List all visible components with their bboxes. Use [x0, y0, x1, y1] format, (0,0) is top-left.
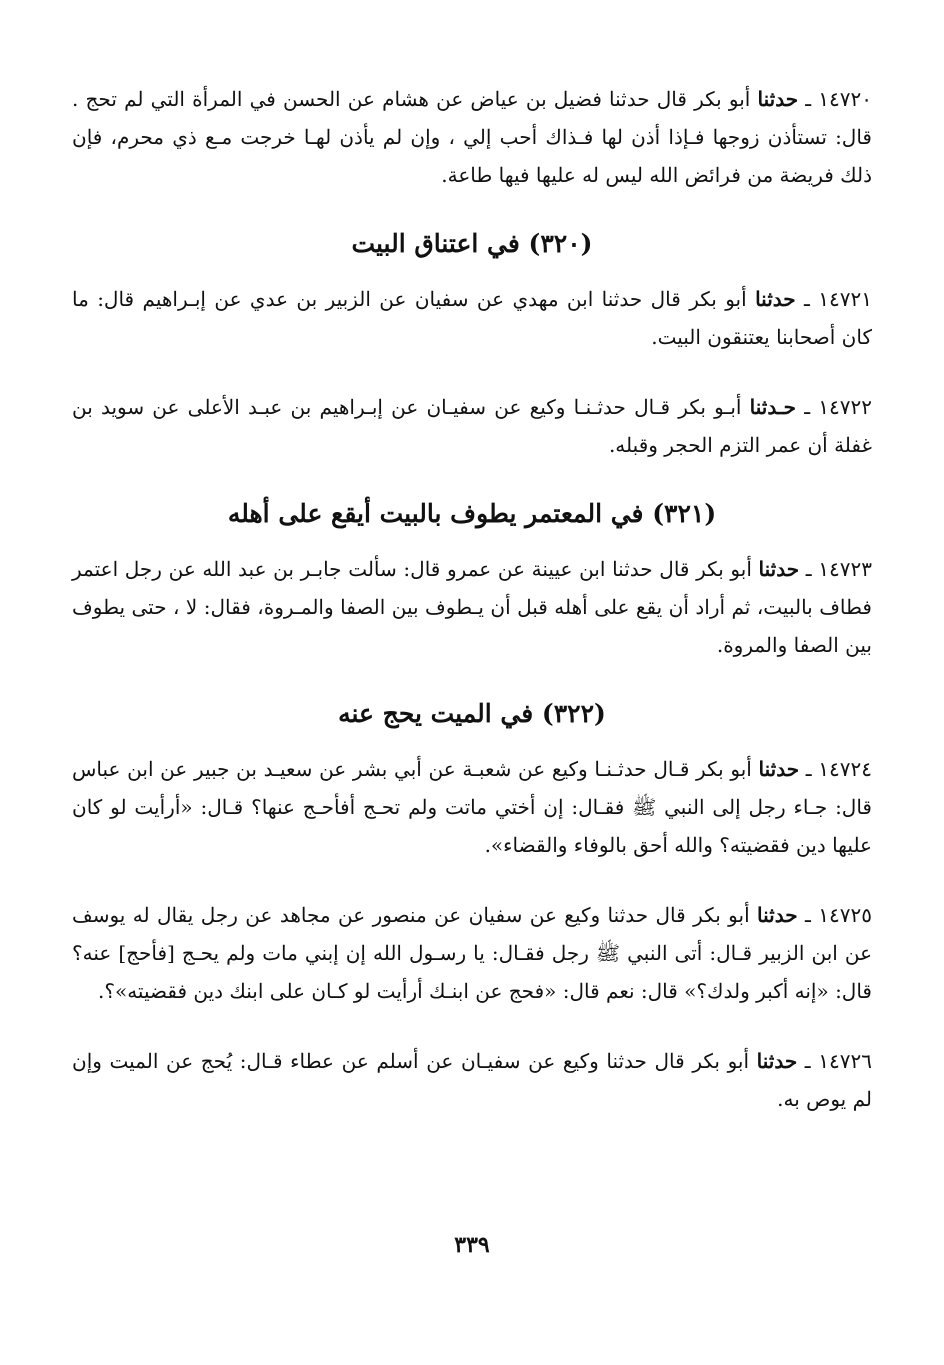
- hadith-14724: [72, 750, 872, 864]
- hadith-text: أبـو بكر قـال حدثـنـا وكيع عن سفيـان عن إبـراهيم بن عبـد الأعلى عن سويد بن غفلة أن عمر التزم الحجر وقبله.: [72, 395, 872, 457]
- hadith-separator: ـ: [795, 287, 819, 311]
- chapter-heading-320: (٣٢٠) في اعتناق البيت: [351, 229, 593, 258]
- hadith-text: أبو بكر قال حدثنا ابن مهدي عن سفيان عن الزبير بن عدي عن إبـراهيم قال: ما كان أصحابنا يعتنقون البيت.: [72, 287, 872, 349]
- hadith-lead: حدثنا: [757, 87, 799, 111]
- hadith-lead: حدثنا: [755, 287, 796, 311]
- hadith-number: ١٤٧٢٢: [818, 395, 872, 419]
- hadith-separator: ـ: [797, 903, 819, 927]
- hadith-number: ١٤٧٢٤: [818, 757, 873, 781]
- hadith-separator: ـ: [796, 395, 819, 419]
- hadith-14726: [72, 1042, 872, 1118]
- hadith-14725: [72, 896, 872, 1010]
- hadith-14721: [72, 280, 872, 356]
- hadith-separator: ـ: [799, 557, 819, 581]
- hadith-number: ١٤٧٢٥: [818, 903, 873, 927]
- page-body: [72, 80, 872, 1118]
- hadith-lead: حـدثنا: [749, 395, 797, 419]
- hadith-number: ١٤٧٢٠: [818, 87, 872, 111]
- hadith-14722: [72, 388, 872, 464]
- chapter-heading-321: (٣٢١) في المعتمر يطوف بالبيت أيقع على أهله: [227, 499, 717, 528]
- hadith-lead: حدثنا: [756, 1049, 798, 1073]
- hadith-text: أبو بكر قال حدثنا وكيع عن سفيـان عن أسلم عن عطاء قـال: يُحج عن الميت وإن لم يوص به.: [72, 1049, 872, 1111]
- hadith-separator: ـ: [797, 1049, 819, 1073]
- hadith-number: ١٤٧٢٣: [818, 557, 872, 581]
- hadith-lead: حدثنا: [758, 557, 800, 581]
- hadith-14720: [72, 80, 872, 194]
- hadith-number: ١٤٧٢١: [818, 287, 872, 311]
- hadith-text: أبو بكر قال حدثنا ابن عيينة عن عمرو قال: سألت جابـر بن عبد الله عن رجل اعتمر فطاف بالبيت، ثم أراد أن يقع على أهله قبل أن يـطوف بين الصفا والمـروة، فقال: لا ، حتى يطوف بين الصفا والمروة.: [72, 557, 872, 657]
- page-number: ٣٣٩: [454, 1232, 490, 1258]
- hadith-lead: حدثنا: [757, 903, 798, 927]
- hadith-text: أبو بكر قال حدثنا وكيع عن سفيان عن منصور عن مجاهد عن رجل يقال له يوسف عن ابن الزبير قـال: أتى النبي ﷺ رجل فقـال: يا رسـول الله إن إبني مات ولم يحـج [فأحج] عنه؟ قال: «إنه أكبر ولدك؟» قال: نعم قال: «فحج عن ابنـك أرأيت لو كـان على ابنك دين فقضيته»؟.: [72, 903, 872, 1003]
- hadith-lead: حدثنا: [758, 757, 800, 781]
- hadith-number: ١٤٧٢٦: [818, 1049, 872, 1073]
- hadith-14723: [72, 550, 872, 664]
- hadith-separator: ـ: [799, 757, 819, 781]
- hadith-text: أبو بكر قال حدثنا فضيل بن عياض عن هشام عن الحسن في المرأة التي لم تحج . قال: تستأذن زوجها فـإذا أذن لها فـذاك أحب إلي ، وإن لم يأذن لهـا خرجت مـع ذي محرم، فإن ذلك فريضة من فرائض الله ليس له عليها فيها طاعة.: [72, 87, 872, 187]
- chapter-heading-322: (٣٢٢) في الميت يحج عنه: [338, 699, 606, 728]
- hadith-separator: ـ: [798, 87, 819, 111]
- hadith-text: أبو بكر قـال حدثـنـا وكيع عن شعبـة عن أبي بشر عن سعيـد بن جبير عن ابن عباس قال: جـاء رجل إلى النبي ﷺ فقـال: إن أختي ماتت ولم تحـج أفأحـج عنها؟ قـال: «أرأيت لو كان عليها دين فقضيته؟ والله أحق بالوفاء والقضاء».: [72, 757, 872, 857]
